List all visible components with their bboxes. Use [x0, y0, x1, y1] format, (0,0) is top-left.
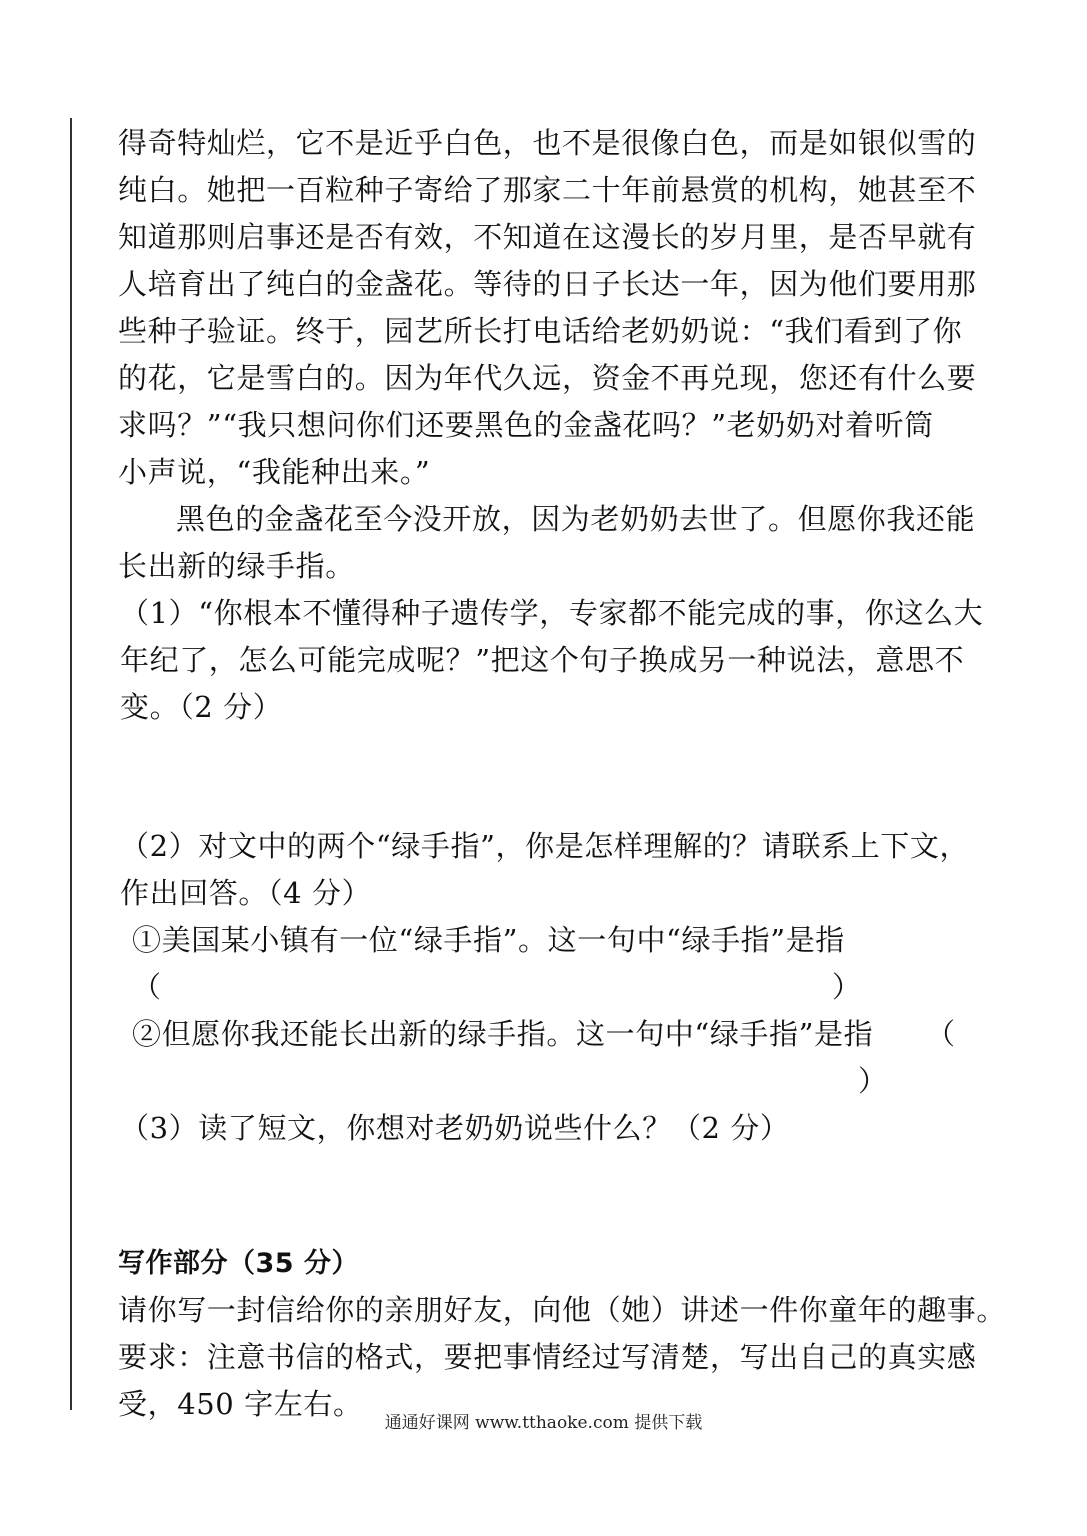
binding-margin-line: [70, 118, 72, 1410]
writing-prompt-line: 要求：注意书信的格式，要把事情经过写清楚，写出自己的真实感: [118, 1340, 977, 1374]
question-1-line: 变。（2 分）: [120, 690, 283, 724]
passage-line: 些种子验证。终于，园艺所长打电话给老奶奶说：“我们看到了你: [118, 314, 963, 348]
answer-space-3: [118, 1152, 988, 1240]
question-2: [118, 823, 988, 1105]
question-2a-text: ①美国某小镇有一位“绿手指”。这一句中“绿手指”是指: [132, 923, 845, 957]
question-2b-answer-blank: [118, 1058, 988, 1105]
question-2b-text: ②但愿你我还能长出新的绿手指。这一句中“绿手指”是指: [132, 1017, 874, 1051]
question-2-line: 作出回答。（4 分）: [120, 876, 372, 910]
writing-prompt-line: 受，450 字左右。: [118, 1387, 363, 1421]
passage-line: 的花，它是雪白的。因为年代久远，资金不再兑现，您还有什么要: [118, 361, 977, 395]
question-1: [118, 590, 988, 731]
passage-line: 纯白。她把一百粒种子寄给了那家二十年前悬赏的机构，她甚至不: [118, 173, 977, 207]
closing-paragraph-line: 长出新的绿手指。: [118, 549, 355, 583]
writing-section-heading: 写作部分（35 分）: [118, 1248, 359, 1279]
writing-section: [118, 1240, 1007, 1428]
question-3-line: （3）读了短文，你想对老奶奶说些什么？（2 分）: [120, 1111, 790, 1145]
page-footer: 通通好课网 www.tthaoke.com 提供下载: [384, 1413, 703, 1433]
story-passage: [118, 120, 988, 590]
writing-prompt-line: 请你写一封信给你的亲朋好友，向他（她）讲述一件你童年的趣事。: [118, 1293, 1007, 1327]
open-paren: （: [926, 1017, 956, 1051]
close-paren: ）: [858, 1064, 888, 1098]
answer-space-1: [118, 731, 988, 823]
question-2b-row: [118, 1011, 988, 1058]
question-1-line: 年纪了，怎么可能完成呢？”把这个句子换成另一种说法，意思不: [120, 643, 965, 677]
passage-line: 求吗？”“我只想问你们还要黑色的金盏花吗？”老奶奶对着听筒: [118, 408, 934, 442]
question-2-line: （2）对文中的两个“绿手指”，你是怎样理解的？请联系上下文，: [120, 829, 970, 863]
passage-line: 知道那则启事还是否有效，不知道在这漫长的岁月里，是否早就有: [118, 220, 977, 254]
question-3: [118, 1105, 988, 1152]
open-paren: （: [132, 970, 162, 1004]
question-1-line: （1）“你根本不懂得种子遗传学，专家都不能完成的事，你这么大: [120, 596, 984, 630]
document-body: [118, 120, 1007, 1428]
close-paren: ）: [832, 970, 862, 1004]
question-2a-answer-blank: [118, 964, 988, 1011]
passage-line: 小声说，“我能种出来。”: [118, 455, 431, 489]
passage-line: 人培育出了纯白的金盏花。等待的日子长达一年，因为他们要用那: [118, 267, 977, 301]
closing-paragraph-line: 黑色的金盏花至今没开放，因为老奶奶去世了。但愿你我还能: [176, 502, 976, 536]
passage-line: 得奇特灿烂，它不是近乎白色，也不是很像白色，而是如银似雪的: [118, 126, 977, 160]
